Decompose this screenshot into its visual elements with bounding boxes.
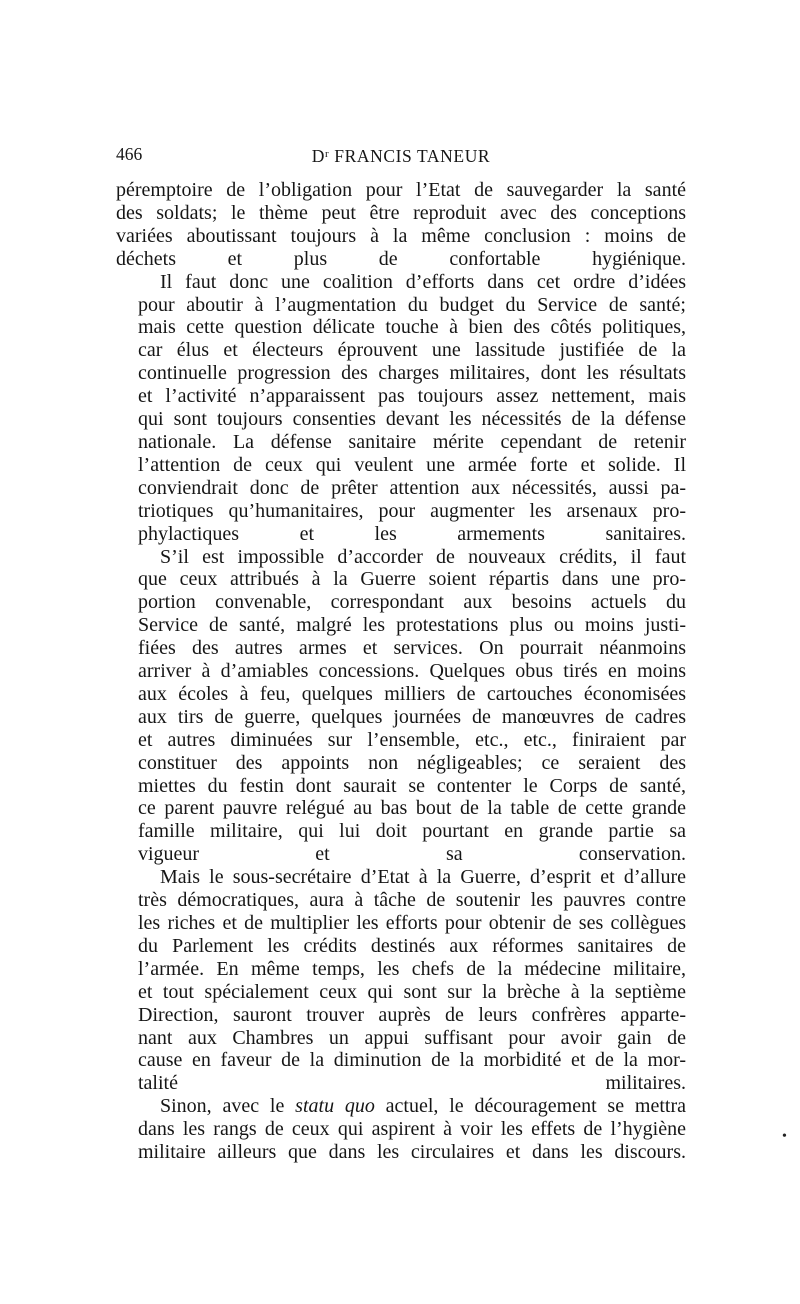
text-line: les riches et de multiplier les efforts pour obtenir de ses collègues: [138, 912, 686, 934]
text-line: vigueur et sa conservation.: [138, 843, 686, 866]
text-line: aux tirs de guerre, quelques journées de manœuvres de cadres: [138, 705, 686, 728]
text-line: Direction, sauront trouver auprès de leurs confrères apparte-: [138, 1003, 686, 1026]
text-line: dans les rangs de ceux qui aspirent à voir les effets de l’hygiène: [138, 1118, 686, 1141]
text-line: constituer des appoints non négligeables; ce seraient des: [138, 751, 686, 774]
text-line: car élus et électeurs éprouvent une lassitude justifiée de la: [138, 339, 686, 362]
text-line: très démocratiques, aura à tâche de soutenir les pauvres contre: [138, 889, 686, 912]
running-title: [116, 143, 686, 167]
paragraph-5: [116, 1095, 686, 1164]
text-line: déchets et plus de confortable hygiénique.: [116, 247, 686, 270]
italic-phrase: statu quo: [295, 1095, 375, 1118]
text-line: nant aux Chambres un appui suffisant pour avoir gain de: [138, 1026, 686, 1049]
running-title-rest: FRANCIS TANEUR: [329, 146, 491, 166]
running-title-prefix: D: [311, 146, 326, 166]
text-line: continuelle progression des charges militaires, dont les résultats: [138, 362, 686, 385]
running-head: [116, 143, 686, 167]
text-line: que ceux attribués à la Guerre soient répartis dans une pro-: [138, 568, 686, 591]
text-line: et l’activité n’apparaissent pas toujours assez nettement, mais: [138, 385, 686, 408]
text-line: et autres diminuées sur l’ensemble, etc., etc., finiraient par: [138, 728, 686, 751]
text-line: famille militaire, qui lui doit pourtant en grande partie sa: [138, 820, 686, 843]
ink-speck-icon: •: [782, 1129, 787, 1144]
text-line: phylactiques et les armements sanitaires.: [138, 522, 686, 545]
paragraph-4: [116, 866, 686, 1095]
text-line: nationale. La défense sanitaire mérite cependant de retenir: [138, 430, 686, 453]
body-text: [116, 179, 686, 1164]
text-line: du Parlement les crédits destinés aux réformes sanitaires de: [138, 934, 686, 957]
text-line: cause en faveur de la diminution de la morbidité et de la mor-: [138, 1049, 686, 1072]
text-line: mais cette question délicate touche à bien des côtés politiques,: [138, 316, 686, 339]
page-number: 466: [116, 144, 143, 164]
paragraph-1: [116, 179, 686, 271]
text-line: arriver à d’amiables concessions. Quelques obus tirés en moins: [138, 660, 686, 683]
text-line: conviendrait donc de prêter attention aux nécessités, aussi pa-: [138, 476, 686, 499]
text-line: triotiques qu’humanitaires, pour augmenter les arsenaux pro-: [138, 499, 686, 522]
text-line: fiées des autres armes et services. On pourrait néanmoins: [138, 637, 686, 660]
text-line: péremptoire de l’obligation pour l’Etat de sauvegarder la santé: [116, 179, 686, 201]
text-line: l’attention de ceux qui veulent une armée forte et solide. Il: [138, 453, 686, 476]
text-line: Service de santé, malgré les protestations plus ou moins justi-: [138, 614, 686, 637]
text-line: ce parent pauvre relégué au bas bout de la table de cette grande: [138, 797, 686, 820]
book-page: [116, 143, 686, 1164]
text-line: pour aboutir à l’augmentation du budget du Service de santé;: [138, 293, 686, 316]
paragraph-2: [116, 271, 686, 546]
text-line-with-italic: [116, 1095, 686, 1118]
text-line: Mais le sous-secrétaire d’Etat à la Guerre, d’esprit et d’allure: [160, 866, 686, 889]
text-line: militaire ailleurs que dans les circulaires et dans les discours.: [138, 1141, 686, 1164]
text-line: variées aboutissant toujours à la même conclusion : moins de: [116, 224, 686, 247]
text-fragment: Sinon, avec le: [160, 1095, 296, 1118]
text-line: talité militaires.: [138, 1072, 686, 1095]
text-line: qui sont toujours consenties devant les nécessités de la défense: [138, 408, 686, 431]
text-line: miettes du festin dont saurait se contenter le Corps de santé,: [138, 774, 686, 797]
text-line: S’il est impossible d’accorder de nouveaux crédits, il faut: [160, 545, 686, 568]
text-line: l’armée. En même temps, les chefs de la médecine militaire,: [138, 957, 686, 980]
text-fragment: actuel, le découragement se mettra: [374, 1095, 686, 1118]
text-line: portion convenable, correspondant aux besoins actuels du: [138, 591, 686, 614]
paragraph-3: [116, 546, 686, 867]
text-line: des soldats; le thème peut être reproduit avec des conceptions: [116, 201, 686, 224]
running-title-sup: r: [325, 148, 330, 160]
text-line: Il faut donc une coalition d’efforts dans cet ordre d’idées: [160, 270, 686, 293]
text-line: aux écoles à feu, quelques milliers de cartouches économisées: [138, 682, 686, 705]
text-line: et tout spécialement ceux qui sont sur la brèche à la septième: [138, 980, 686, 1003]
